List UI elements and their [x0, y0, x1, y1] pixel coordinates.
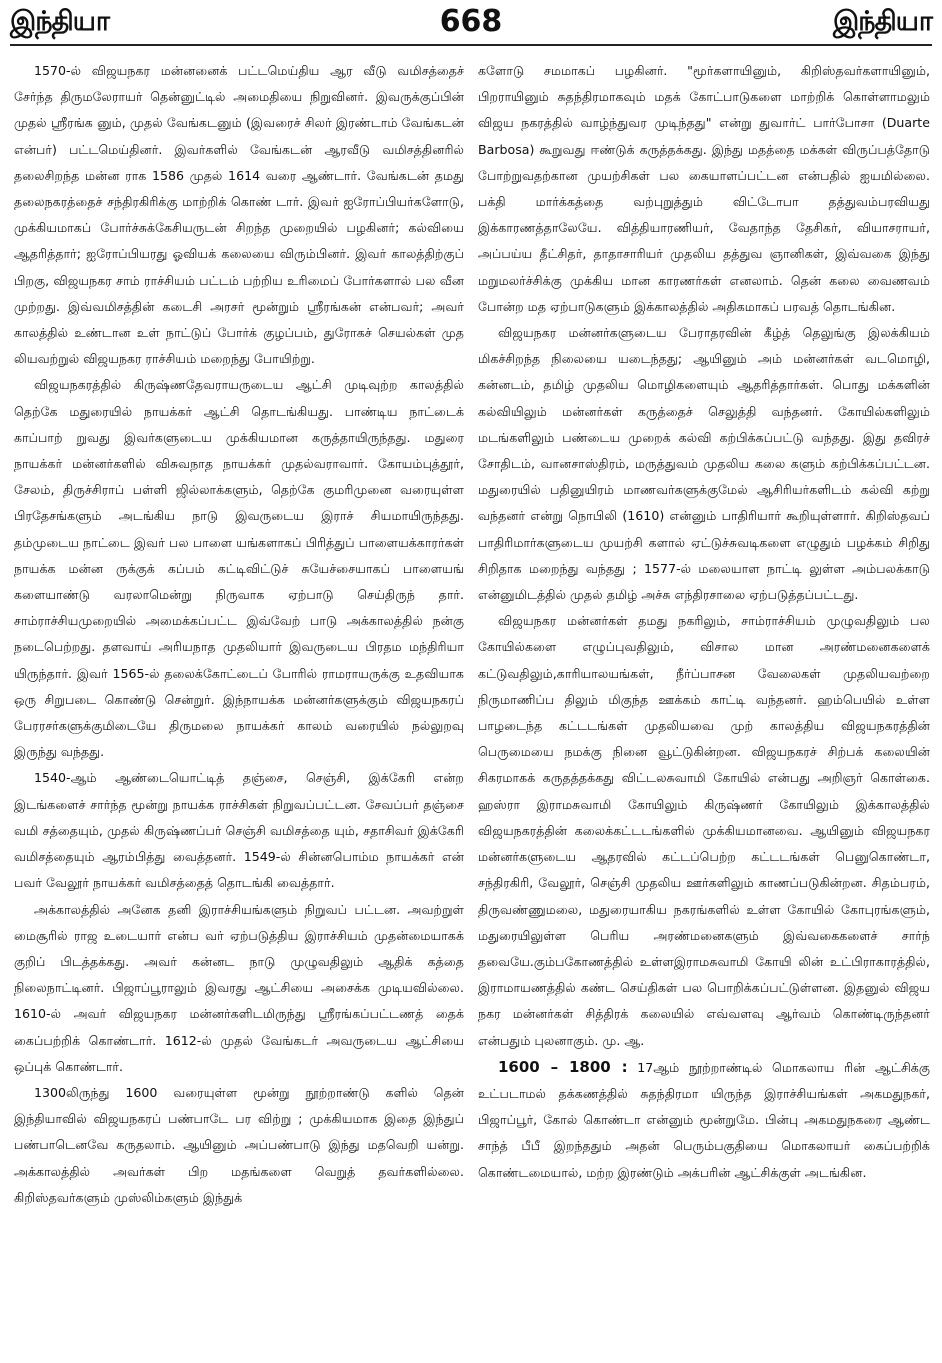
- paragraph: 1540-ஆம் ஆண்டையொட்டித் தஞ்சை, செஞ்சி, இக்கேரி என்ற இடங்களைச் சார்ந்த மூன்று நாயக்க ராச்சிகள் நிறுவப்பட்டன. சேவப்பர் தஞ்சை வமி சத்தையும், முதல் கிருஷ்ணப்பர் செஞ்சி வமிசத்தை யும், சதாசிவர் இக்கேரி வமிசத்தையும் ஆரம்பித்து வைத்தனர். 1549-ல் சின்னபொம்ம நாயக்கர் என் பவர் வேலூர் நாயக்கர் வமிசத்தைத் தொடங்கி வைத்தார்.: [14, 770, 464, 891]
- right-column: [478, 58, 930, 1356]
- paragraph: 1300லிருந்து 1600 வரையுள்ள மூன்று நூற்றாண்டு களில் தென் இந்தியாவில் விஜயநகரப் பண்பாடே பர விற்று ; முக்கியமாக இதை இந்துப் பண்பாடெனவே கருதலாம். ஆயினும் அப்பண்பாடு இந்து மதவெறி யன்று. அக்காலத்தில் அவர்கள் பிற மதங்களை வெறுத் தவர்களில்லை. கிறிஸ்தவர்களும் முஸ்லிம்களும் இந்துக்: [14, 1084, 464, 1205]
- running-head-left: இந்தியா: [10, 6, 109, 37]
- header-rule: [10, 44, 932, 46]
- paragraph: களோடு சமமாகப் பழகினர். "மூர்களாயினும், கிறிஸ்தவர்களாயினும், பிறராயினும் சுதந்திரமாகவும் மதக் கோட்பாடுகளை மாற்றிக் கொள்ளாமலும் விஜய நகரத்தில் வாழ்ந்துவர முடிந்தது" என்று துவார்ட் பார்போசா (Duarte Barbosa) கூறுவது ஈண்டுக் கருத்தக்கது. இந்து மதத்தை மக்கள் விருப்பத்தோடு போற்றுவதற்கான முயற்சிகள் பல கையாளப்பட்டன என்பதில் ஐயமில்லை. பக்தி மார்க்கத்தை வற்புறுத்தும் விட்டோபா தத்துவம்பரவியது இக்காரணத்தாலேயே. வித்தியாரணியர், வேதாந்த தேசிகர், வியாசராயர், அப்பய்ய தீட்சிதர், தாதாசாரியர் முதலிய தத்துவ ஞானிகள், இவ்வகை இந்து மறுமலர்ச்சிக்கு முக்கிய மான காரணர்கள் எனலாம். தென் கலை வைணவம் போன்ற மத ஏற்பாடுகளும் இக்காலத்தில் அதிகமாகப் பரவத் தொடங்கின.: [478, 63, 930, 314]
- page-header: [0, 0, 942, 52]
- subsection-heading: 1600 – 1800 :: [498, 1057, 628, 1076]
- left-column: [14, 58, 464, 1356]
- paragraph: 1570-ல் விஜயநகர மன்னனைக் பட்டமெய்திய ஆர வீடு வமிசத்தைச் சேர்ந்த திருமலேராயர் தென்னுட்டில் அமைதியை நிறுவினர். இவருக்குப்பின் முதல் ஸ்ரீரங்க னும், முதல் வேங்கடனும் (இவரைச் சிலர் இரண்டாம் வேங்கடன் என்பர்) பட்டமெய்தினர். இவர்களில் வேங்கடன் ஆரவீடு வமிசத்தினரில் தலைசிறந்த மன்ன ராக 1586 முதல் 1614 வரை ஆண்டார். வேங்கடன் தமது தலைநகரத்தைச் சந்திரகிரிக்கு மாற்றிக் கொண் டார். இவர் ஐரோப்பியர்களோடு, முக்கியமாகப் போர்ச்சுக்கேசியருடன் சிறந்த முறையில் பழகினர்; கல்வியை ஆதரித்தார்; ஐரோப்பியரது ஓவியக் கலையை விரும்பினர். இவர் காலத்திற்குப் பிறகு, விஜயநகர சாம் ராச்சியம் பட்டம் பற்றிய உரிமைப் போர்களால் பல வீன முற்றது. இவ்வமிசத்தின் கடைசி அரசர் மூன்றும் ஸ்ரீரங்கன் என்பவர்; அவர் காலத்தில் உண்டான உள் நாட்டுப் போர்க் குழப்பம், துரோகச் செயல்கள் முத லியவற்றுல் விஜயநகர ராச்சியம் மறைந்து போயிற்று.: [14, 63, 464, 367]
- paragraph: விஜயநகரத்தில் கிருஷ்ணதேவராயருடைய ஆட்சி முடிவுற்ற காலத்தில் தெற்கே மதுரையில் நாயக்கர் ஆட்சி தொடங்கியது. பாண்டிய நாட்டைக் காப்பாற் றுவது இவர்களுடைய முக்கியமான கருத்தாயிருந்தது. மதுரை நாயக்கர் மன்னர்களில் விசுவநாத நாயக்கர் முதல்வராவார். கோயம்புத்தூர், சேலம், திருச்சிராப் பள்ளி ஜில்லாக்களும், தெற்கே குமரிமுனை வரையுள்ள பிரதேசங்களும் அடங்கிய நாடு இவருடைய இராச் சியமாயிருந்தது. தம்முடைய நாட்டை இவர் பல பாளை யங்களாகப் பிரித்துப் பாளையக்காரர்கள் நாயக்க மன்ன ருக்குக் கப்பம் கட்டிவிட்டுச் சுயேச்சையாகப் பாளையங் களையாண்டு வரலாமென்று நிருவாக ஏற்பாடு செய்திருந் தார். சாம்ராச்சியமுறையில் அமைக்கப்பட்ட இவ்வேற் பாடு அக்காலத்தில் நன்கு நடைபெற்றது. தளவாய் அரியநாத முதலியார் இவருடைய பிரதம மந்திரியா யிருந்தார். இவர் 1565-ல் தலைக்கோட்டைப் போரில் ராமராயருக்கு உதவியாக ஒரு சிறுபடை கொண்டு சென்றுர். இந்நாயக்க மன்னர்களுக்கும் விஜயநகரப் பேரரசர்களுக்குமிடையே திருமலை நாயக்கர் காலம் வரையில் நல்லுறவு இருந்து வந்தது.: [14, 377, 464, 760]
- paragraph: அக்காலத்தில் அனேக தனி இராச்சியங்களும் நிறுவப் பட்டன. அவற்றுள் மைசூரில் ராஜ உடையார் என்ப வர் ஏற்படுத்திய இராச்சியம் முதன்மையாகக் குறிப் பிடத்தக்கது. அவர் கன்னட நாடு முழுவதிலும் ஆதிக் கத்தை நிலைநாட்டினர். பிஜாப்பூராலும் இவரது ஆட்சியை அசைக்க முடியவில்லை. 1610-ல் அவர் விஜயநகர மன்னர்களிடமிருந்து ஸ்ரீரங்கப்பட்டணத் தைக் கைப்பற்றிக் கொண்டார். 1612-ல் முதல் வேங்கடர் அவருடைய ஆட்சியை ஒப்புக் கொண்டார்.: [14, 901, 464, 1074]
- paragraph: விஜயநகர மன்னர்களுடைய பேராதரவின் கீழ்த் தெலுங்கு இலக்கியம் மிகச்சிறந்த நிலையை யடைந்தது; ஆயினும் அம் மன்னர்கள் வடமொழி, கன்னடம், தமிழ் முதலிய மொழிகளையும் ஆதரித்தார்கள். பொது மக்களின் கல்வியிலும் மன்னர்கள் கருத்தைச் செலுத்தி வந்தனர். கோயில்களிலும் மடங்களிலும் பண்டைய முறைக் கல்வி கற்பிக்கப்பட்டு வந்தது. இது தவிரச் சோதிடம், வானசாஸ்திரம், மருத்துவம் முதலிய கலை களும் கற்பிக்கப்பட்டன. மதுரையில் பதினுயிரம் மாணவர்களுக்குமேல் ஆசிரியர்களிடம் கல்வி கற்று வந்தனர் என்று நொபிலி (1610) என்னும் பாதிரியார் கூறியுள்ளார். கிறிஸ்தவப் பாதிரிமார்களுடைய முயற்சி களால் ஏட்டுச்சுவடிகளை எழுதும் பழக்கம் சிறிது சிறிதாக மறைந்து வந்தது ; 1577-ல் மலையாள நாட்டி லுள்ள அம்பலக்காடு என்னுமிடத்தில் முதல் தமிழ் அச்சு எந்திரசாலை ஏற்படுத்தப்பட்டது.: [478, 325, 930, 603]
- page-number: 668: [439, 4, 503, 39]
- subsection-text: 17ஆம் நூற்றாண்டில் மொகலாய ரின் ஆட்சிக்கு உட்படாமல் தக்கணத்தில் சுதந்திரமா யிருந்த இராச்சியங்கள் அகமதுநகர், பிஜாப்பூர், கோல் கொண்டா என்னும் மூன்றுமே. பின்பு அகமதுநகரை ஆண்ட சாந்த் பீபீ இறந்ததும் அதன் பெரும்பகுதியை மொகலாயர் கைப்பற்றிக் கொண்டமையால், மற்ற இரண்டும் அக்பரின் ஆட்சிக்குள் அடங்கின.: [478, 1059, 930, 1180]
- subsection-paragraph: [478, 1054, 930, 1186]
- paragraph: விஜயநகர மன்னர்கள் தமது நகரிலும், சாம்ராச்சியம் முழுவதிலும் பல கோயில்களை எழுப்புவதிலும், விசால மான அரண்மனைகளைக் கட்டுவதிலும்,காரியாலயங்கள், நீர்ப்பாசன வேலைகள் முதலியவற்றை நிருமாணிப்ப திலும் மிகுந்த ஊக்கம் காட்டி வந்தனர். ஹம்பெயில் உள்ள பாழடைந்த கட்டடங்கள் முதலியவை முற் காலத்திய விஜயநகரத்தின் பெருமையை நமக்கு நினை வூட்டுகின்றன. விஜயநகரச் சிற்பக் கலையின் சிகரமாகக் கருதத்தக்கது விட்டலசுவாமி கோயில் என்பது அறிஞர் கொள்கை. ஹஸ்ரா இராமசுவாமி கோயிலும் கிருஷ்ணர் கோயிலும் இக்காலத்தில் விஜயநகரத்தின் கலைக்கட்டடங்களில் முக்கியமானவை. ஆயினும் விஜயநகர மன்னர்களுடைய ஆதரவில் கட்டப்பெற்ற கட்டடங்கள் பெனுகொண்டா, சந்திரகிரி, வேலூர், செஞ்சி முதலிய ஊர்களிலும் காணப்படுகின்றன. சிதம்பரம், திருவண்ணுமலை, மதுரையாகிய நகரங்களில் உள்ள கோயில் கோபுரங்களும், மதுரையிலுள்ள பெரிய அரண்மனைகளும் இவ்வகைகளைச் சார்ந் தவையே.கும்பகோணத்தில் உள்ளஇராமசுவாமி கோயி லின் உட்பிராகாரத்தில், இராமாயணத்தில் கண்ட செய்திகள் பல பொறிக்கப்பட்டுள்ளன. இதனுல் விஜய நகர மன்னர்கள் சித்திரக் கலையில் எவ்வளவு ஆர்வம் கொண்டிருந்தனர் என்பதும் புலனாகும். மு. ஆ.: [478, 613, 930, 1048]
- running-head-right: இந்தியா: [833, 6, 932, 37]
